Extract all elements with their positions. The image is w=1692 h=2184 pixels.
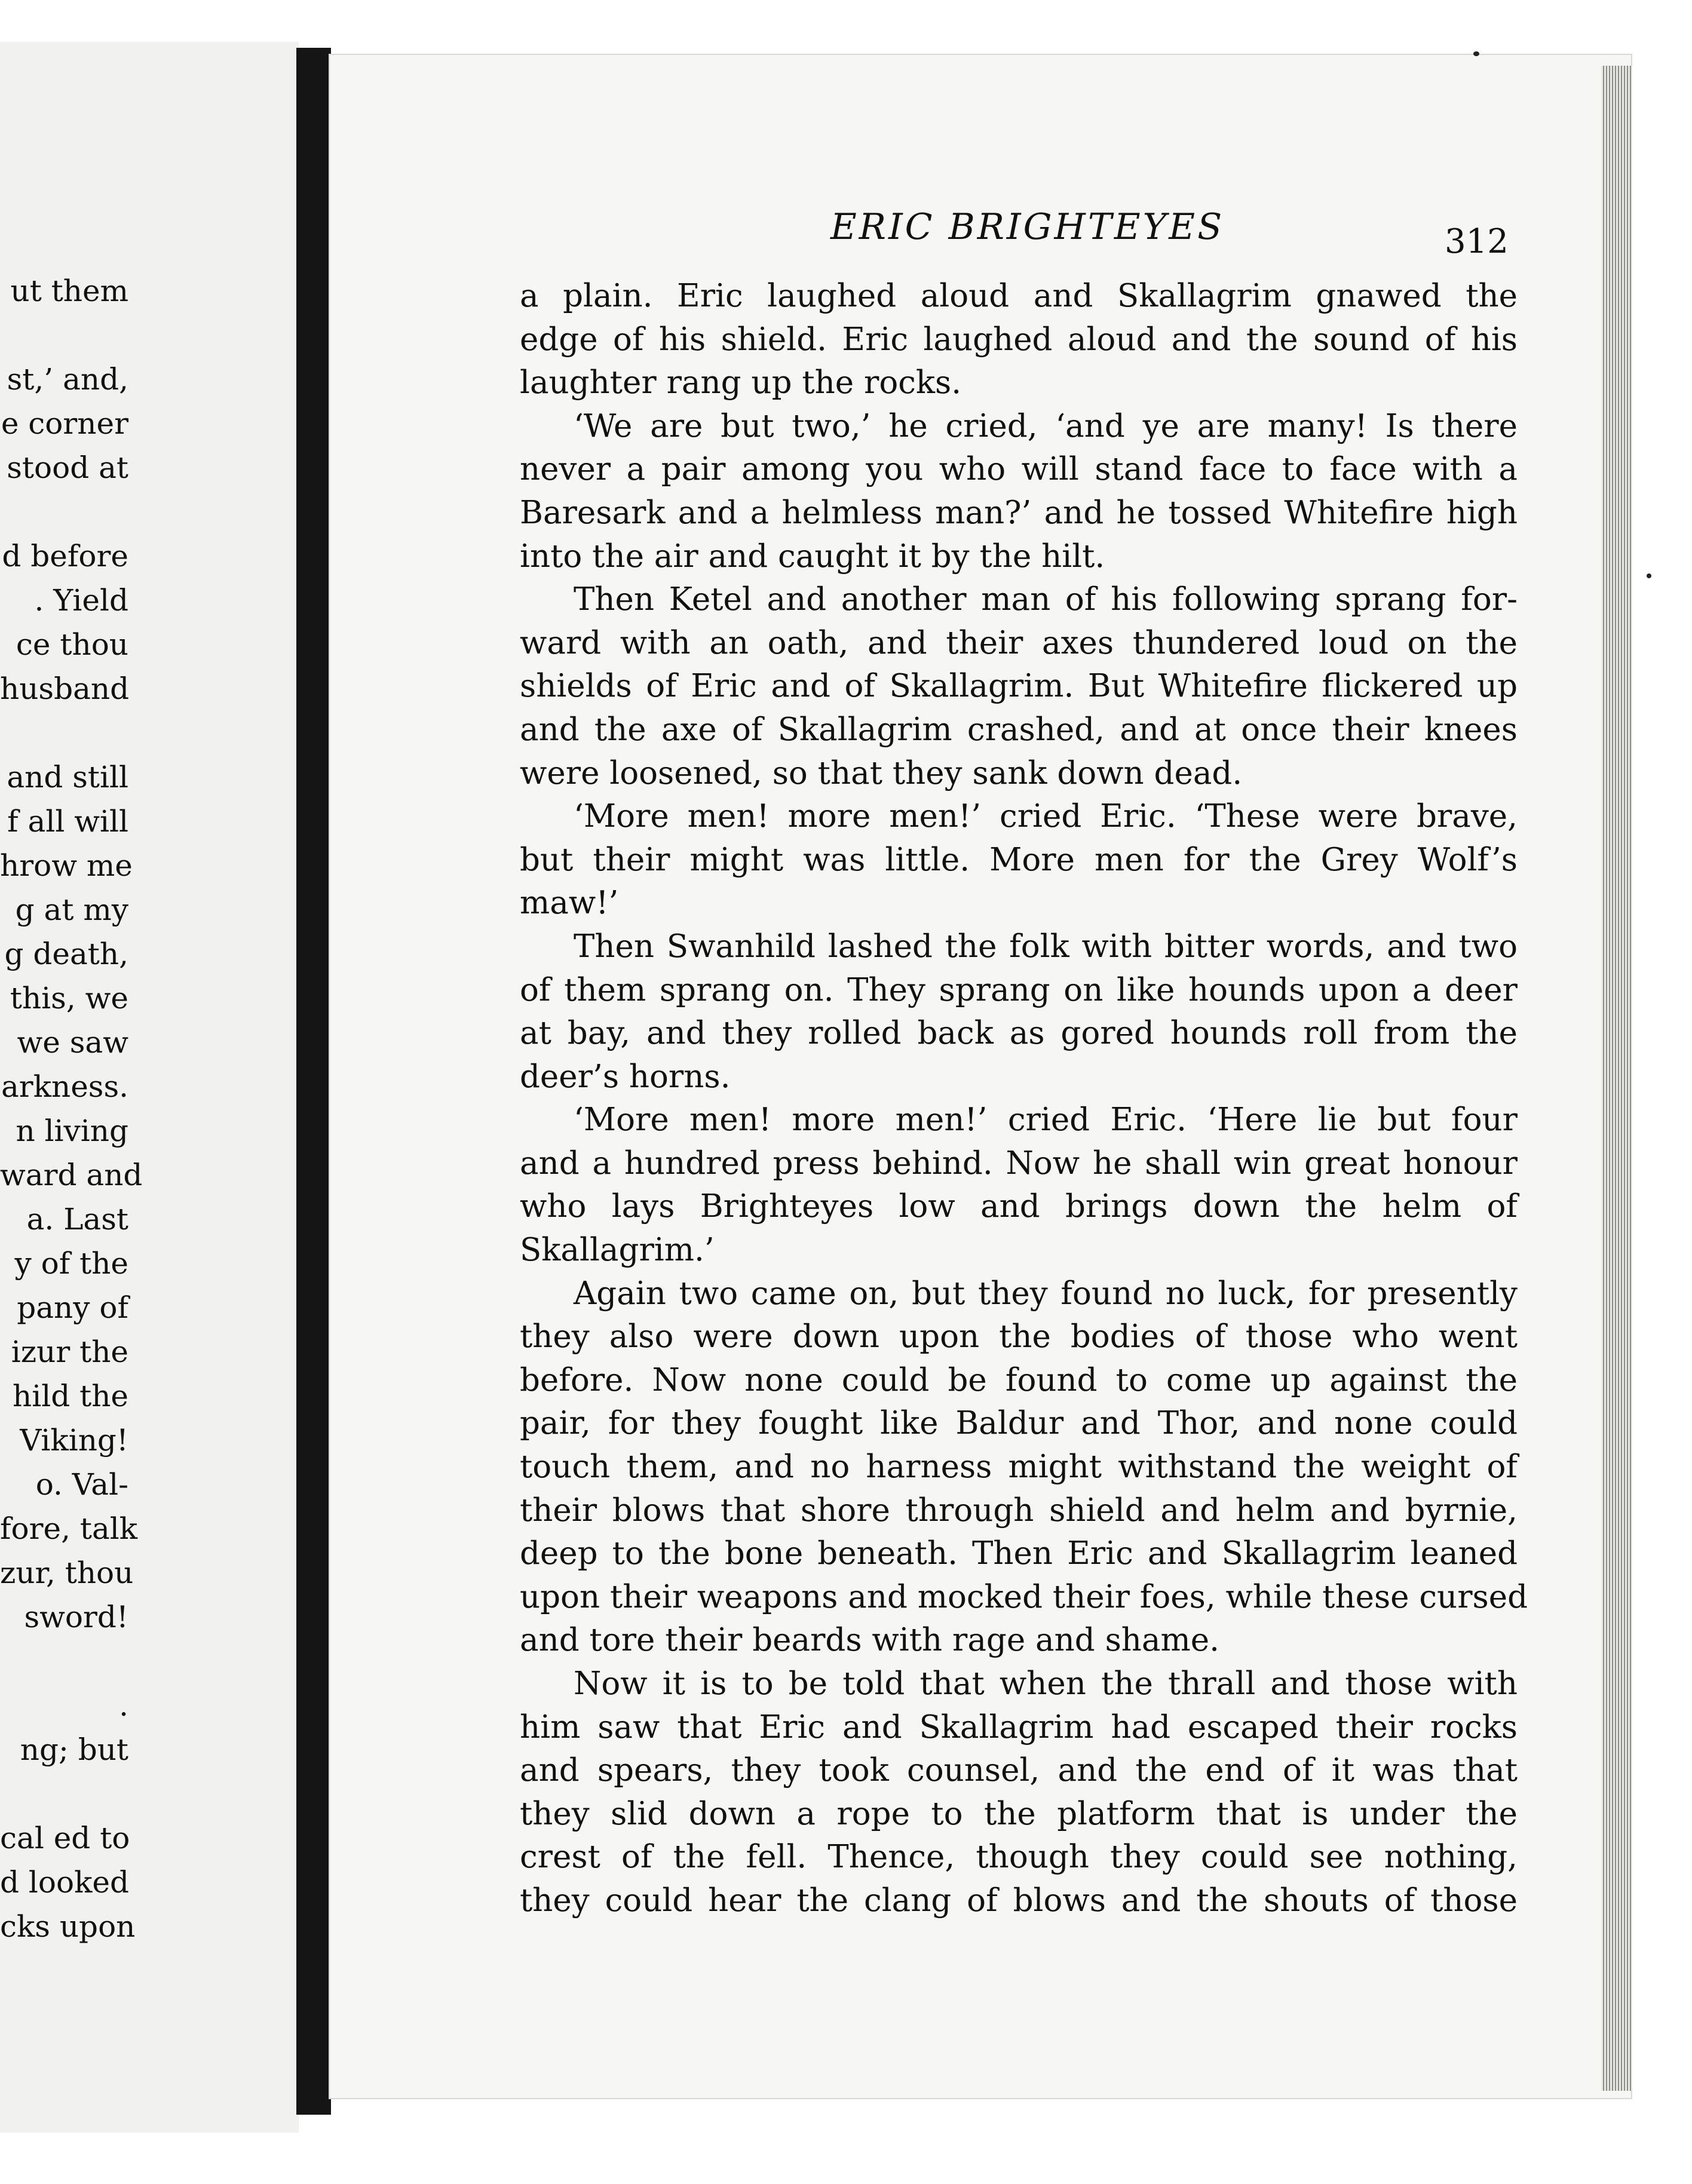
text-line: Now it is to be told that when the thrall and those with	[574, 1665, 1518, 1702]
text-line: edge of his shield. Eric laughed aloud and the sound of his	[520, 321, 1518, 358]
text-line: maw!’	[520, 885, 619, 922]
left-page-line: Viking!	[20, 1423, 128, 1458]
text-line: Then Ketel and another man of his following sprang for-	[574, 581, 1518, 618]
text-line: and the axe of Skallagrim crashed, and at once their knees	[520, 711, 1518, 748]
text-line: Then Swanhild lashed the folk with bitter words, and two	[574, 928, 1518, 965]
text-line: their blows that shore through shield and helm and byrnie,	[520, 1492, 1518, 1529]
left-page-line: a. Last	[26, 1202, 128, 1237]
left-page-line	[0, 711, 128, 755]
text-line: they slid down a rope to the platform that is under the	[520, 1795, 1518, 1832]
left-page-line: ng; but	[20, 1732, 128, 1767]
left-page-line: e corner	[1, 406, 128, 441]
left-page-line: pany of	[17, 1290, 128, 1325]
left-page-line: husband	[0, 671, 130, 706]
running-head: ERIC BRIGHTEYES	[830, 206, 1225, 248]
left-page-line: and still	[7, 760, 128, 795]
text-line: and spears, they took counsel, and the end of it was that	[520, 1752, 1518, 1789]
left-page-text	[0, 269, 143, 1949]
left-page-line: .	[119, 1688, 128, 1723]
scan-speck	[1647, 573, 1651, 578]
left-page-line: d before	[2, 539, 128, 573]
text-line: Again two came on, but they found no luck, for presently	[574, 1275, 1518, 1312]
text-line: and tore their beards with rage and shame.	[520, 1622, 1219, 1659]
scan-speck	[1473, 51, 1479, 56]
text-line: touch them, and no harness might withstand the weight of	[520, 1449, 1518, 1486]
text-line: they also were down upon the bodies of those who went	[520, 1318, 1518, 1355]
text-line: laughter rang up the rocks.	[520, 364, 962, 401]
left-page-line	[0, 1639, 128, 1683]
text-line: ‘More men! more men!’ cried Eric. ‘Here lie but four	[574, 1102, 1518, 1139]
left-page-line: d looked	[0, 1865, 129, 1900]
text-line: upon their weapons and mocked their foes, while these cursed	[520, 1578, 1528, 1615]
left-page-line: hrow me	[0, 848, 133, 883]
left-page-line: f all will	[7, 804, 128, 839]
text-line: crest of the fell. Thence, though they could see nothing,	[520, 1839, 1518, 1876]
left-page-line: o. Val-	[35, 1467, 128, 1502]
text-line: shields of Eric and of Skallagrim. But Whitefire flickered up	[520, 668, 1518, 705]
book-gutter	[296, 48, 331, 2115]
left-page-line	[0, 1772, 128, 1816]
left-page-line: sword!	[24, 1600, 128, 1634]
left-page-line: cks upon	[0, 1909, 136, 1944]
left-page-line: cal ed to	[0, 1821, 130, 1855]
left-page-line: arkness.	[1, 1069, 128, 1104]
left-page-line: ce thou	[16, 627, 128, 662]
text-line: deer’s horns.	[520, 1058, 731, 1095]
text-line: ‘We are but two,’ he cried, ‘and ye are many! Is there	[574, 407, 1518, 444]
text-line: of them sprang on. They sprang on like hounds upon a deer	[520, 971, 1518, 1008]
left-page-line: zur, thou	[0, 1556, 134, 1590]
text-line: pair, for they fought like Baldur and Thor, and none could	[520, 1405, 1518, 1442]
left-page-line: st,’ and,	[7, 362, 128, 397]
left-page-line: stood at	[7, 450, 128, 485]
text-line: at bay, and they rolled back as gored hounds roll from the	[520, 1015, 1518, 1052]
body-text	[520, 275, 1528, 1923]
text-line: ward with an oath, and their axes thundered loud on the	[520, 624, 1518, 661]
text-line: who lays Brighteyes low and brings down the helm of	[520, 1188, 1518, 1225]
text-line: deep to the bone beneath. Then Eric and Skallagrim leaned	[520, 1535, 1518, 1572]
text-line: into the air and caught it by the hilt.	[520, 538, 1105, 575]
left-page-line: g at my	[15, 892, 128, 927]
text-line: they could hear the clang of blows and the shouts of those	[520, 1882, 1518, 1919]
left-page-line: ut them	[10, 274, 128, 308]
left-page-line: izur the	[11, 1335, 128, 1369]
text-line: before. Now none could be found to come up against the	[520, 1361, 1518, 1398]
left-page-line: we saw	[17, 1025, 128, 1060]
left-page	[0, 42, 299, 2133]
left-page-line	[0, 313, 128, 357]
left-page-line: hild the	[13, 1379, 128, 1413]
left-page-line: g death,	[4, 937, 128, 971]
page-number: 312	[1445, 222, 1509, 261]
left-page-line: this, we	[10, 981, 128, 1016]
left-page-line: fore, talk	[0, 1511, 138, 1546]
left-page-line: ward and	[0, 1158, 143, 1192]
text-line: Baresark and a helmless man?’ and he tossed Whitefire high	[520, 494, 1518, 531]
page-edges	[1601, 66, 1632, 2091]
text-line: a plain. Eric laughed aloud and Skallagrim gnawed the	[520, 278, 1518, 314]
text-line: were loosened, so that they sank down dead.	[520, 754, 1243, 792]
text-line: and a hundred press behind. Now he shall win great honour	[520, 1145, 1518, 1182]
left-page-line: y of the	[14, 1246, 128, 1281]
text-line: Skallagrim.’	[520, 1232, 715, 1269]
text-line: but their might was little. More men for the Grey Wolf’s	[520, 841, 1518, 878]
text-line: him saw that Eric and Skallagrim had escaped their rocks	[520, 1708, 1518, 1746]
left-page-line: n living	[16, 1114, 128, 1148]
left-page-line	[0, 490, 128, 534]
text-line: never a pair among you who will stand face to face with a	[520, 451, 1518, 488]
text-line: ‘More men! more men!’ cried Eric. ‘These were brave,	[574, 798, 1518, 835]
left-page-line: . Yield	[34, 583, 128, 618]
